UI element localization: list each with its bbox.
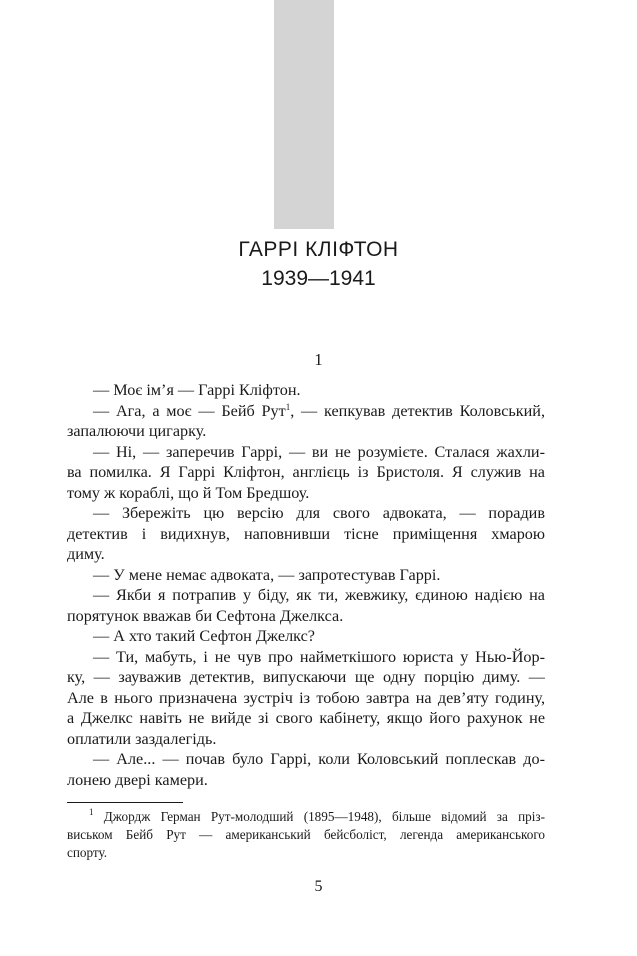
body-line [67, 647, 545, 668]
body-line-text-rest: , — кепкував детектив Коловський, [290, 401, 545, 420]
body-line [67, 770, 545, 791]
body-line [67, 667, 545, 688]
body-line [67, 729, 545, 750]
body-line [67, 483, 545, 504]
body-line [67, 565, 545, 586]
body-line-text: — А хто такий Сефтон Джелкс? [93, 627, 315, 645]
body-line-text: детектив і видихнув, наповнивши тісне приміщення хмарою [67, 524, 545, 543]
body-line-text: — Якби я потрапив у біду, як ти, жевжику, єдиною надією на [93, 586, 545, 604]
body-line-text: — Моє ім’я — Гаррі Кліфтон. [93, 381, 301, 399]
footnote-line-text: Джордж Герман Рут-молодший (1895—1948), більше відомий за пріз- [93, 809, 545, 824]
body-line-text: оплатили заздалегідь. [67, 729, 217, 748]
part-title: ГАРРІ КЛІФТОН [238, 238, 399, 261]
body-line [67, 688, 545, 709]
footnote-line [67, 808, 545, 826]
footnote-separator [67, 802, 183, 803]
body-line-text: — Але... — почав було Гаррі, коли Коловський поплескав до- [93, 750, 545, 768]
footnote-line-text: спорту. [67, 845, 108, 860]
footnote-line-text: виськом Бейб Рут — американський бейсболіст, легенда американського [67, 827, 545, 842]
body-line [67, 442, 545, 463]
footnote [67, 808, 545, 862]
body-line [67, 606, 545, 627]
decorative-bar [274, 0, 334, 229]
chapter-body-text [67, 380, 545, 790]
body-line-text: — Ти, мабуть, і не чув про найметкішого юриста у Нью-Йор- [93, 647, 545, 666]
body-line-text: ку, — зауважив детектив, випускаючи ще одну порцію диму. — [67, 668, 545, 686]
body-line [67, 503, 545, 524]
body-line-text: ва помилка. Я Гаррі Кліфтон, англієць із Бристоля. Я служив на [67, 463, 545, 481]
footnote-line [67, 844, 545, 862]
body-line [67, 626, 545, 647]
body-line-text: порятунок вважав би Сефтона Джелкса. [67, 606, 344, 625]
body-line [67, 708, 545, 729]
body-line-text: — У мене немає адвоката, — запротестував Гаррі. [93, 565, 441, 584]
body-line [67, 524, 545, 545]
body-line-text: а Джелкс навіть не вийде зі свого кабінету, якщо його рахунок не [67, 709, 545, 727]
footnote-line [67, 826, 545, 844]
body-line-text: Але в нього призначена зустріч із тобою завтра на дев’яту годину, [67, 688, 545, 707]
body-line-text: — Ні, — заперечив Гаррі, — ви не розумієте. Сталася жахли- [93, 442, 545, 461]
body-line-text: диму. [67, 545, 105, 563]
body-line [67, 585, 545, 606]
body-line [67, 401, 545, 422]
page-number: 5 [314, 878, 323, 895]
body-line [67, 544, 545, 565]
part-years: 1939—1941 [261, 267, 376, 290]
body-line [67, 462, 545, 483]
body-line-text: тому ж кораблі, що й Том Бредшоу. [67, 483, 310, 502]
footnote-marker: 1 [285, 401, 291, 412]
body-line [67, 380, 545, 401]
body-line [67, 421, 545, 442]
body-line-text: запалюючи цигарку. [67, 422, 207, 440]
footnote-number: 1 [89, 808, 94, 817]
body-line-text: — Ага, а моє — Бейб Рут [93, 401, 286, 420]
body-line [67, 749, 545, 770]
body-line-text: лонею двері камери. [67, 770, 208, 789]
body-line-text: — Збережіть цю версію для свого адвоката, — порадив [93, 504, 545, 522]
chapter-number: 1 [314, 350, 323, 369]
